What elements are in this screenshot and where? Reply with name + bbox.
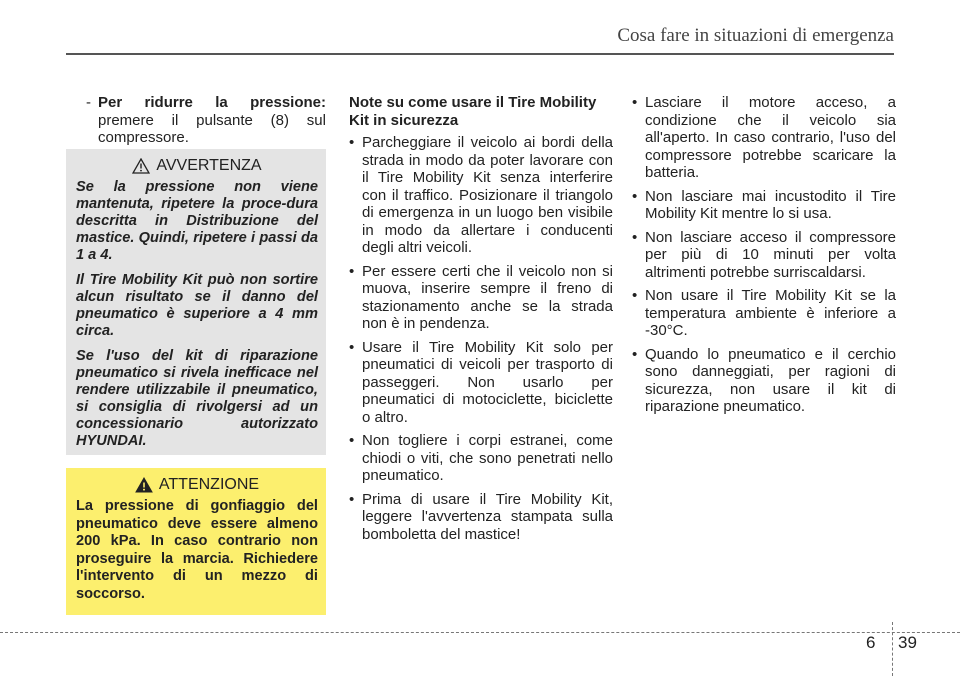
list-item bbox=[349, 134, 613, 257]
warning-paragraph: Il Tire Mobility Kit può non sortire alcun risultato se il danno del pneumatico è superiore a 4 mm circa. bbox=[76, 272, 318, 339]
safety-notes-list-continued bbox=[632, 94, 896, 416]
column-3 bbox=[632, 94, 896, 422]
bullet-marker: • bbox=[349, 134, 355, 151]
bullet-marker: • bbox=[632, 228, 638, 246]
page-number: 39 bbox=[898, 633, 917, 652]
list-item bbox=[349, 263, 613, 333]
bullet-marker: • bbox=[632, 287, 638, 304]
dash-item-text: premere il pulsante (8) sul compressore. bbox=[98, 111, 326, 146]
caution-header bbox=[76, 476, 318, 494]
footer-divider bbox=[892, 622, 893, 676]
bullet-marker: • bbox=[349, 490, 355, 508]
list-item bbox=[632, 94, 896, 182]
list-item-text: Lasciare il motore acceso, a condizione che il veicolo sia all'aperto. In caso contrario, l'uso del compressore potrebbe scaricare la batteria. bbox=[645, 94, 896, 181]
list-item-text: Usare il Tire Mobility Kit solo per pneumatici di veicoli per trasporto di passeggeri. Non usarlo per pneumatici di motociclette, biciclette o altro. bbox=[362, 338, 613, 426]
dash-marker: - bbox=[86, 94, 91, 111]
warning-paragraph: Se la pressione non viene mantenuta, ripetere la proce-dura descritta in Distribuzione del mastice. Quindi, ripetere i passi da 1 a 4. bbox=[76, 179, 318, 263]
list-item-text: Per essere certi che il veicolo non si muova, inserire sempre il freno di stazionamento anche se la strada non è in pendenza. bbox=[362, 262, 613, 332]
bullet-marker: • bbox=[632, 345, 638, 363]
footer-rule bbox=[0, 632, 960, 633]
list-item-text: Non lasciare mai incustodito il Tire Mobility Kit mentre lo si usa. bbox=[645, 187, 896, 222]
bullet-marker: • bbox=[349, 432, 355, 449]
list-item-text: Non usare il Tire Mobility Kit se la temperatura ambiente è inferiore a -30°C. bbox=[645, 287, 896, 339]
warning-filled-icon bbox=[135, 477, 153, 493]
caution-title: ATTENZIONE bbox=[158, 476, 260, 493]
warning-paragraph: Se l'uso del kit di riparazione pneumatico si rivela inefficace nel rendere utilizzabile il pneumatico, si consiglia di rivolgersi ad un concessionario autorizzato HYUNDAI. bbox=[76, 348, 318, 449]
warning-box bbox=[66, 149, 326, 455]
bullet-marker: • bbox=[349, 338, 355, 356]
list-item bbox=[349, 491, 613, 544]
list-item bbox=[349, 339, 613, 427]
warning-header bbox=[76, 157, 318, 175]
list-item bbox=[632, 229, 896, 282]
list-item-text: Non togliere i corpi estranei, come chiodi o viti, che sono penetrati nello pneumatico. bbox=[362, 432, 613, 484]
list-item bbox=[349, 432, 613, 485]
dash-item-content bbox=[88, 94, 326, 147]
caution-text: La pressione di gonfiaggio del pneumatico deve essere almeno 200 kPa. In caso contrario non proseguire la marcia. Richiedere l'intervento di un mezzo di soccorso. bbox=[76, 498, 318, 602]
safety-notes-list bbox=[349, 134, 613, 543]
warning-title: AVVERTENZA bbox=[156, 157, 262, 174]
list-item bbox=[632, 346, 896, 416]
list-item bbox=[632, 188, 896, 223]
caution-box bbox=[66, 468, 326, 615]
bullet-marker: • bbox=[632, 187, 638, 205]
safety-notes-heading: Note su come usare il Tire Mobility Kit in sicurezza bbox=[349, 94, 597, 129]
list-item-text: Prima di usare il Tire Mobility Kit, leggere l'avvertenza stampata sulla bomboletta del mastice! bbox=[362, 490, 613, 543]
chapter-number: 6 bbox=[866, 633, 876, 652]
list-item bbox=[632, 287, 896, 340]
column-2 bbox=[349, 94, 613, 549]
bullet-marker: • bbox=[349, 262, 355, 280]
bullet-marker: • bbox=[632, 94, 638, 111]
list-item-text: Quando lo pneumatico e il cerchio sono danneggiati, per ragioni di sicurezza, non usare il kit di riparazione pneumatico. bbox=[645, 345, 896, 415]
dash-list-item bbox=[66, 94, 326, 147]
column-1 bbox=[66, 94, 326, 147]
list-item-text: Non lasciare acceso il compressore per più di 10 minuti per volta altrimenti potrebbe surriscaldarsi. bbox=[645, 228, 896, 281]
header-rule bbox=[66, 53, 894, 55]
dash-item-label: Per ridurre la pressione: bbox=[98, 94, 326, 111]
warning-outline-icon bbox=[132, 158, 150, 174]
section-title: Cosa fare in situazioni di emergenza bbox=[617, 25, 894, 46]
list-item-text: Parcheggiare il veicolo ai bordi della strada in modo da poter lavorare con il Tire Mobility Kit senza interferire con il traffico. Posizionare il triangolo di emergenza in un luogo ben visibile in modo da allertare i conducenti degli altri veicoli. bbox=[362, 134, 613, 256]
